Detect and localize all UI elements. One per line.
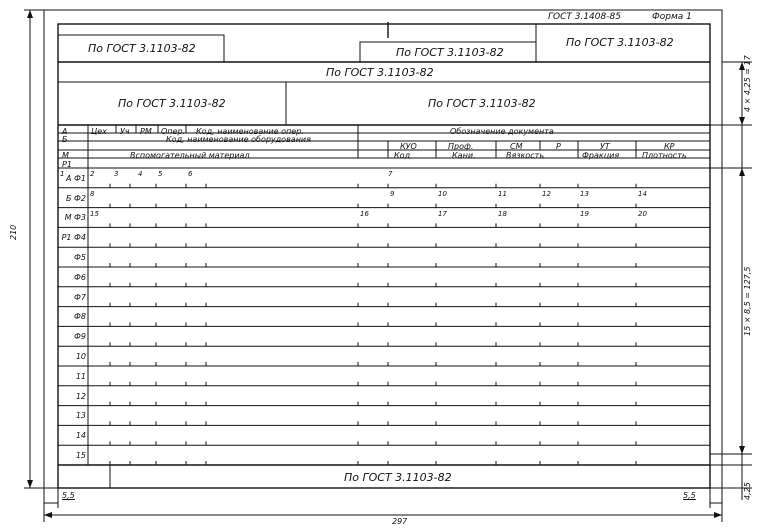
top-middle-block-label: По ГОСТ 3.1103-82 xyxy=(396,46,504,59)
mid-left-block-label: По ГОСТ 3.1103-82 xyxy=(118,97,226,110)
form-frame xyxy=(58,24,710,488)
col-sm: СМ xyxy=(510,142,523,151)
row-a-prefix: А xyxy=(62,127,68,136)
row-label: Ф6 xyxy=(74,272,86,282)
row-label: Ф9 xyxy=(74,332,86,342)
row-label: 10 xyxy=(75,352,86,361)
col-r: Р xyxy=(556,142,561,151)
column-number: 6 xyxy=(188,170,193,178)
row-label: Ф8 xyxy=(74,312,86,322)
row-label: 11 xyxy=(75,371,86,381)
column-number: 16 xyxy=(360,209,369,218)
column-number: 13 xyxy=(580,189,589,198)
col-workplace: РМ xyxy=(140,127,152,136)
row-label: Р1 Ф4 xyxy=(61,233,86,243)
dim-margin-left: 5,5 xyxy=(62,491,75,500)
row-label: 12 xyxy=(75,391,86,401)
row-label: 15 xyxy=(75,451,86,460)
col-density: Плотность xyxy=(642,151,687,160)
column-number: 11 xyxy=(498,189,507,198)
column-number: 1 xyxy=(60,170,65,178)
column-number: 8 xyxy=(90,189,95,198)
column-number: 17 xyxy=(438,209,447,218)
col-fraction: Фракция xyxy=(582,151,620,160)
row-label: Ф5 xyxy=(74,253,86,262)
column-number: 9 xyxy=(390,189,395,198)
bottom-block-label: По ГОСТ 3.1103-82 xyxy=(344,471,452,484)
mid-right-block-label: По ГОСТ 3.1103-82 xyxy=(428,97,536,110)
row-label: Б Ф2 xyxy=(65,193,86,203)
dim-right-top: 4 × 4,25 = 17 xyxy=(743,55,752,112)
column-number: 15 xyxy=(90,209,99,218)
standard-number: ГОСТ 3.1408-85 xyxy=(548,12,621,22)
column-number: 3 xyxy=(114,170,119,178)
dim-width: 297 xyxy=(392,517,408,526)
col-material: Вспомогательный материал xyxy=(130,151,250,160)
column-number: 14 xyxy=(638,189,647,198)
row-label: Ф7 xyxy=(74,292,86,302)
col-viscosity: Вязкость xyxy=(506,151,545,160)
row-label: М Ф3 xyxy=(64,213,86,223)
column-number: 20 xyxy=(638,209,647,218)
col-kuo: КУО xyxy=(400,142,417,151)
column-number: 4 xyxy=(138,170,143,178)
col-operation: Опер. xyxy=(161,127,186,136)
col-kani: Кани. xyxy=(452,151,476,160)
dim-margin-right: 5,5 xyxy=(683,491,696,500)
column-number: 12 xyxy=(542,189,551,198)
col-code: Код xyxy=(394,151,411,160)
dim-height: 210 xyxy=(9,224,18,240)
top-left-block-label: По ГОСТ 3.1103-82 xyxy=(88,42,196,55)
row-label: А Ф1 xyxy=(66,173,86,183)
column-number: 7 xyxy=(388,170,393,178)
col-kr: КР xyxy=(664,142,675,151)
row-p-prefix: Р1 xyxy=(62,160,72,169)
row-m-prefix: М xyxy=(62,151,69,160)
full-width-block-label: По ГОСТ 3.1103-82 xyxy=(326,66,434,79)
col-shop: Цех xyxy=(91,127,107,136)
column-number: 2 xyxy=(90,170,95,178)
column-number: 5 xyxy=(158,170,163,178)
col-prof: Проф. xyxy=(448,142,474,151)
row-label: 13 xyxy=(75,411,86,421)
row-label: 14 xyxy=(75,431,86,441)
column-number: 19 xyxy=(580,209,589,218)
column-number: 10 xyxy=(438,189,447,198)
col-section: Уч xyxy=(120,127,130,136)
form-label: Форма 1 xyxy=(652,12,692,22)
top-right-block-label: По ГОСТ 3.1103-82 xyxy=(566,36,674,49)
col-equipment: Код, наименование оборудования xyxy=(166,135,311,144)
dim-right-mid: 15 × 8,5 = 127,5 xyxy=(743,266,752,336)
col-operation-name: Код, наименование опер. xyxy=(196,127,304,136)
row-b-prefix: Б xyxy=(62,135,68,144)
column-number: 18 xyxy=(498,209,507,218)
col-ut: УТ xyxy=(600,142,610,151)
dim-right-bottom: 4,25 xyxy=(743,482,752,500)
col-document: Обозначение документа xyxy=(450,127,554,136)
